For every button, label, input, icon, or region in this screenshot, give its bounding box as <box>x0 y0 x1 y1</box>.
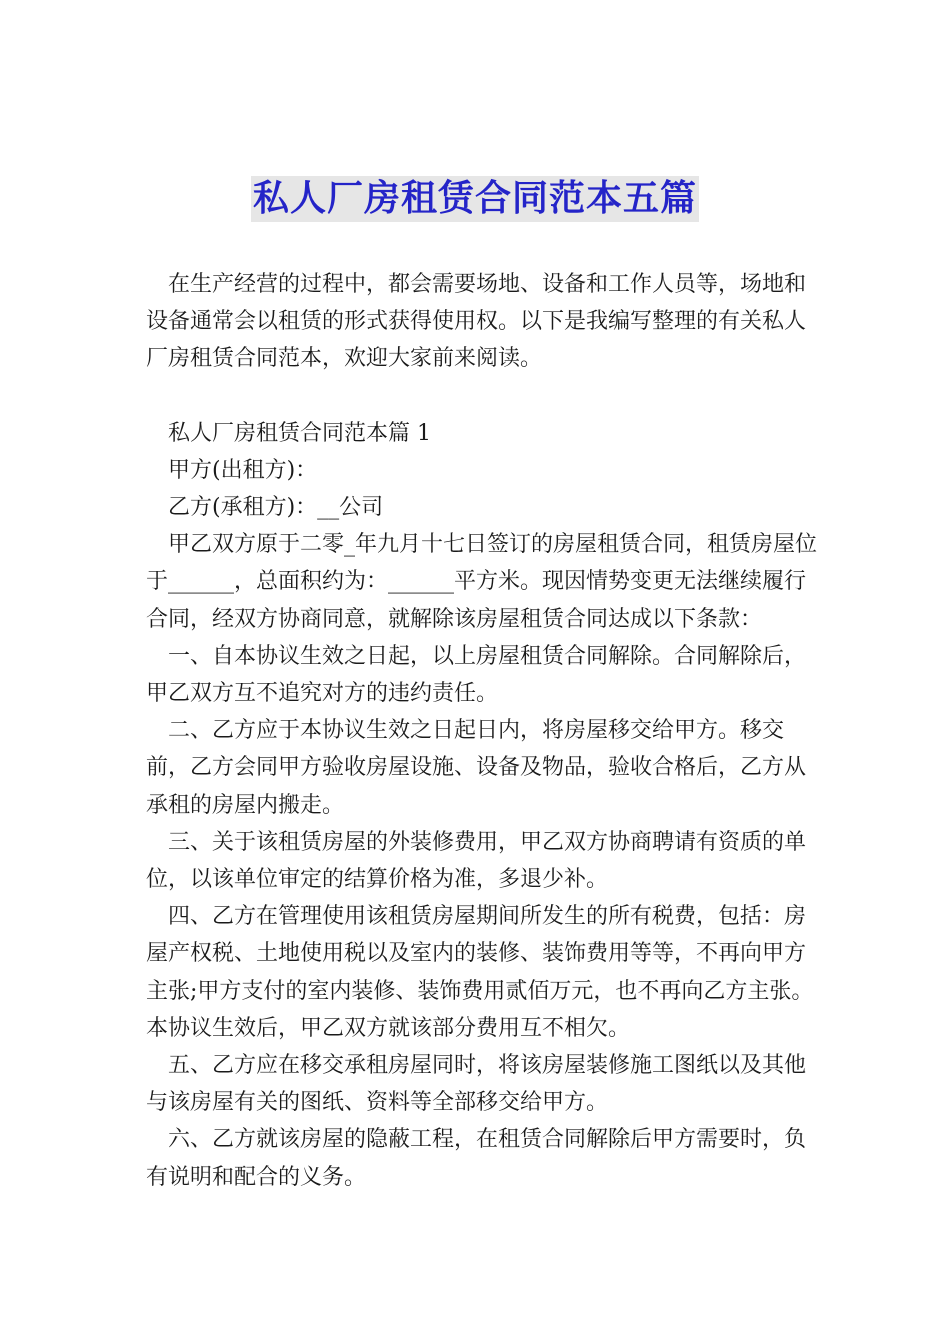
intro-paragraph: 在生产经营的过程中，都会需要场地、设备和工作人员等，场地和设备通常会以租赁的形式获得使用权。以下是我编写整理的有关私人厂房租赁合同范本，欢迎大家前来阅读。 <box>146 272 807 372</box>
party-b-line: 乙方(承租方)：__公司 <box>168 495 384 521</box>
party-a-line: 甲方(出租方)： <box>168 457 318 483</box>
document-body <box>146 266 818 1196</box>
clause-4: 四、乙方在管理使用该租赁房屋期间所发生的所有税费，包括：房屋产权税、土地使用税以及室内的装修、装饰费用等等，不再向甲方主张;甲方支付的室内装修、装饰费用贰佰万元，也不再向乙方主张。本协议生效后，甲乙双方就该部分费用互不相欠。 <box>146 904 814 1041</box>
title-container <box>0 176 950 222</box>
clause-3: 三、关于该租赁房屋的外装修费用，甲乙双方协商聘请有资质的单位，以该单位审定的结算价格为准，多退少补。 <box>146 829 807 893</box>
section-heading: 私人厂房租赁合同范本篇 1 <box>168 420 431 446</box>
clause-6: 六、乙方就该房屋的隐蔽工程，在租赁合同解除后甲方需要时，负有说明和配合的义务。 <box>146 1127 807 1190</box>
paragraph-gap <box>146 378 818 415</box>
clause-1: 一、自本协议生效之日起，以上房屋租赁合同解除。合同解除后，甲乙双方互不追究对方的违约责任。 <box>146 643 807 707</box>
clause-2: 二、乙方应于本协议生效之日起日内，将房屋移交给甲方。移交前，乙方会同甲方验收房屋设施、设备及物品，验收合格后，乙方从承租的房屋内搬走。 <box>146 718 807 818</box>
clause-5: 五、乙方应在移交承租房屋同时，将该房屋装修施工图纸以及其他与该房屋有关的图纸、资料等全部移交给甲方。 <box>146 1053 807 1116</box>
document-title: 私人厂房租赁合同范本五篇 <box>251 176 699 222</box>
clause-preamble: 甲乙双方原于二零_年九月十七日签订的房屋租赁合同，租赁房屋位于______，总面积约为：______平方米。现因情势变更无法继续履行合同，经双方协商同意，就解除该房屋租赁合同达成以下条款： <box>146 532 818 632</box>
